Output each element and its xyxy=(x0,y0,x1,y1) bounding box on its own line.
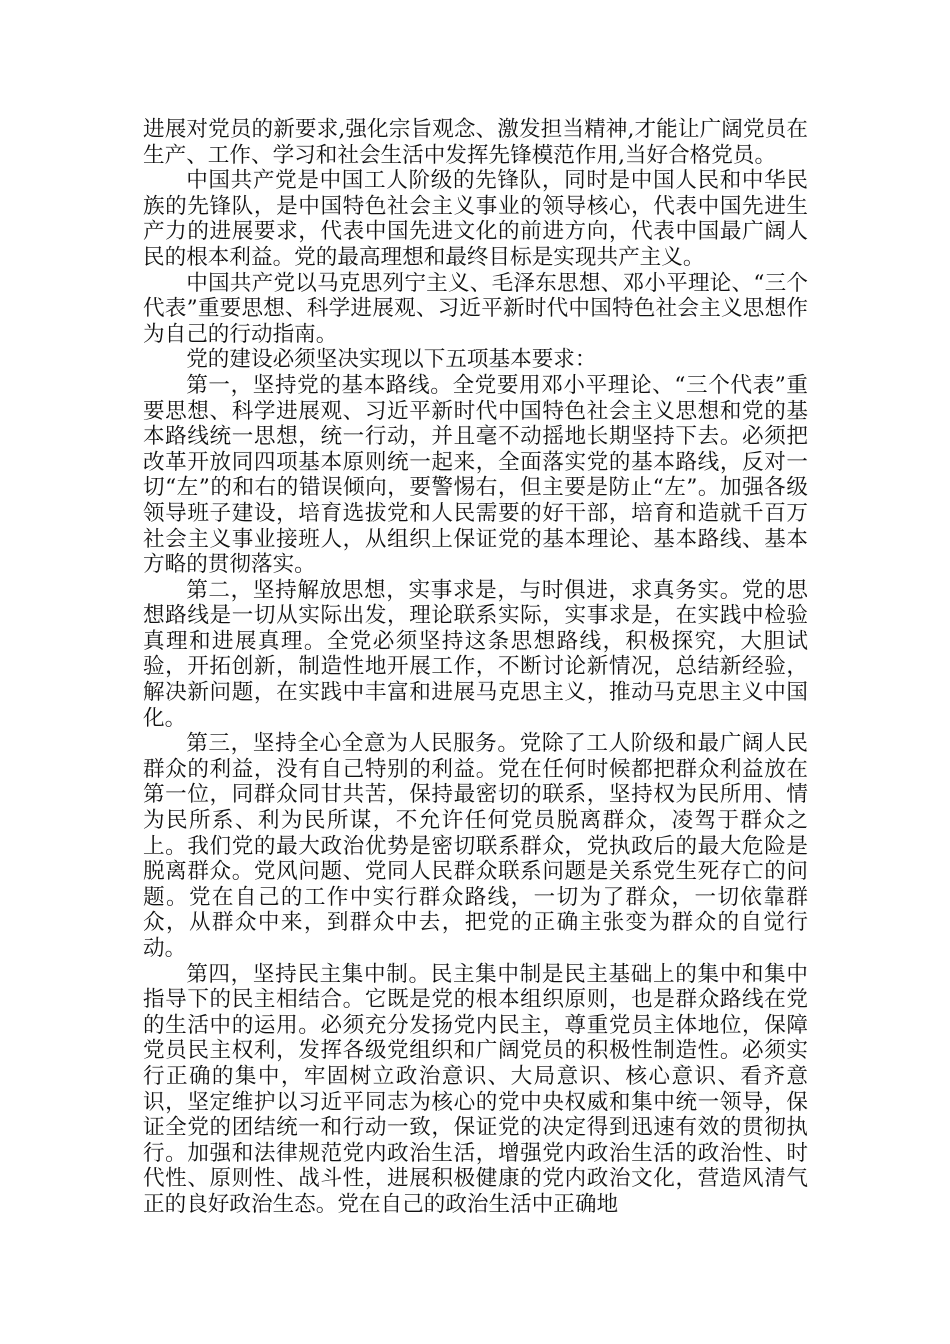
paragraph-7: 第三，坚持全心全意为人民服务。党除了工人阶级和最广阔人民群众的利益，没有自己特别的利益。党在任何时候都把群众利益放在第一位，同群众同甘共苦，保持最密切的联系，坚持权为民所用、情为民所系、利为民所谋，不允许任何党员脱离群众，凌驾于群众之上。我们党的最大政治优势是密切联系群众，党执政后的最大危险是脱离群众。党风问题、党同人民群众联系问题是关系党生死存亡的问题。党在自己的工作中实行群众路线，一切为了群众，一切依靠群众，从群众中来，到群众中去，把党的正确主张变为群众的自觉行动。 xyxy=(143,731,808,961)
paragraph-1: 进展对党员的新要求,强化宗旨观念、激发担当精神,才能让广阔党员在生产、工作、学习和社会生活中发挥先锋模范作用,当好合格党员。 xyxy=(143,117,808,168)
paragraph-6: 第二，坚持解放思想，实事求是，与时俱进，求真务实。党的思想路线是一切从实际出发，理论联系实际，实事求是，在实践中检验真理和进展真理。全党必须坚持这条思想路线，积极探究，大胆试验，开拓创新，制造性地开展工作，不断讨论新情况，总结新经验，解决新问题，在实践中丰富和进展马克思主义，推动马克思主义中国化。 xyxy=(143,577,808,731)
paragraph-2: 中国共产党是中国工人阶级的先锋队，同时是中国人民和中华民族的先锋队，是中国特色社会主义事业的领导核心，代表中国先进生产力的进展要求，代表中国先进文化的前进方向，代表中国最广阔人民的根本利益。党的最高理想和最终目标是实现共产主义。 xyxy=(143,168,808,270)
paragraph-4: 党的建设必须坚决实现以下五项基本要求： xyxy=(186,347,597,373)
paragraph-8: 第四，坚持民主集中制。民主集中制是民主基础上的集中和集中指导下的民主相结合。它既是党的根本组织原则，也是群众路线在党的生活中的运用。必须充分发扬党内民主，尊重党员主体地位，保障党员民主权利，发挥各级党组织和广阔党员的积极性制造性。必须实行正确的集中，牢固树立政治意识、大局意识、核心意识、看齐意识，坚定维护以习近平同志为核心的党中央权威和集中统一领导，保证全党的团结统一和行动一致，保证党的决定得到迅速有效的贯彻执行。加强和法律规范党内政治生活，增强党内政治生活的政治性、时代性、原则性、战斗性，进展积极健康的党内政治文化，营造风清气正的良好政治生态。党在自己的政治生活中正确地 xyxy=(143,961,808,1217)
document-body xyxy=(143,117,808,1218)
paragraph-5: 第一，坚持党的基本路线。全党要用邓小平理论、“三个代表”重要思想、科学进展观、习近平新时代中国特色社会主义思想和党的基本路线统一思想，统一行动，并且毫不动摇地长期坚持下去。必须把改革开放同四项基本原则统一起来，全面落实党的基本路线，反对一切“左”的和右的错误倾向，要警惕右，但主要是防止“左”。加强各级领导班子建设，培育选拔党和人民需要的好干部，培育和造就千百万社会主义事业接班人，从组织上保证党的基本理论、基本路线、基本方略的贯彻落实。 xyxy=(143,372,808,578)
paragraph-3: 中国共产党以马克思列宁主义、毛泽东思想、邓小平理论、“三个代表”重要思想、科学进展观、习近平新时代中国特色社会主义思想作为自己的行动指南。 xyxy=(143,270,808,347)
